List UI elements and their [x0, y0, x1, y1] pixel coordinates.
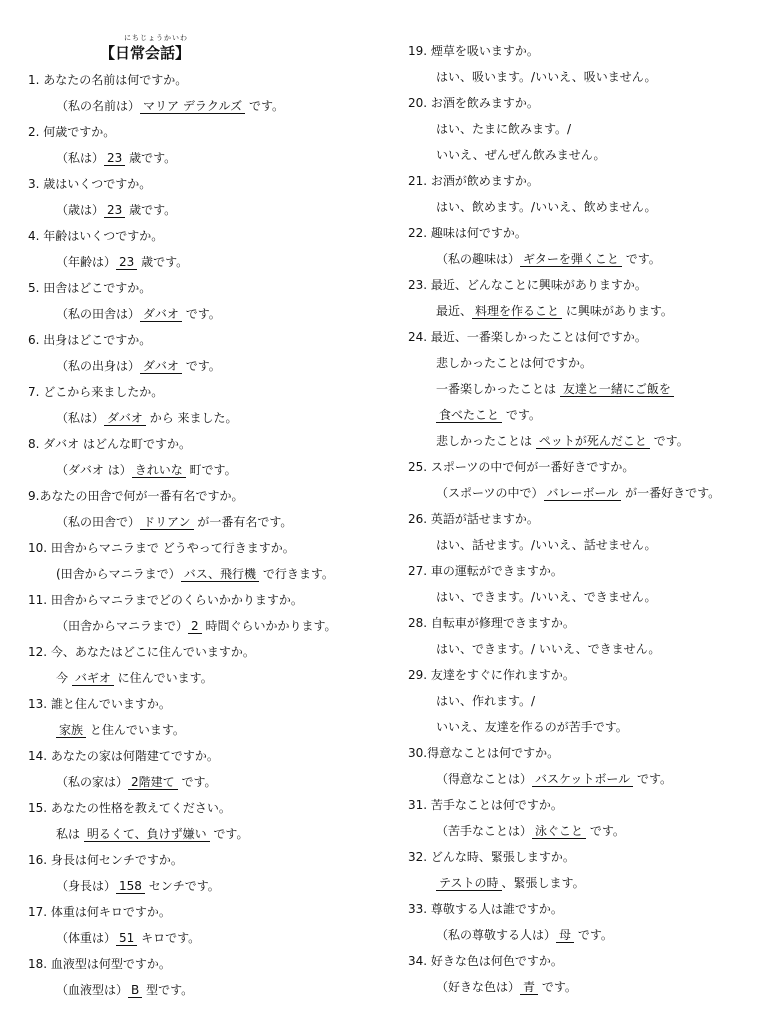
- answer-prefix: いいえ、友達を作るのが苦手です。: [436, 720, 628, 734]
- answer-line: [28, 672, 388, 685]
- answer-prefix: 最近、: [436, 304, 473, 318]
- answer-line: [28, 152, 388, 165]
- answer-suffix: に興味があります。: [562, 304, 673, 318]
- answer-line: [28, 100, 388, 113]
- underlined-answer: マリア デラクルズ: [140, 99, 245, 114]
- answer-suffix: 時間ぐらいかかります。: [201, 619, 337, 633]
- underlined-answer: ダバオ: [104, 411, 146, 426]
- underlined-answer: ダバオ: [140, 359, 182, 374]
- answer-line: [408, 357, 768, 370]
- underlined-answer: 青: [520, 980, 538, 995]
- question-line: 5. 田舎はどこですか。: [28, 281, 152, 295]
- underlined-answer: 23: [116, 255, 137, 270]
- answer-line: [28, 984, 388, 997]
- answer-prefix: （身長は）: [56, 879, 117, 893]
- answer-line: [28, 256, 388, 269]
- question-line: 17. 体重は何キロですか。: [28, 905, 171, 919]
- answer-line: [408, 383, 768, 396]
- answer-prefix: 悲しかったことは何ですか。: [436, 356, 593, 370]
- answer-prefix: 今: [56, 671, 72, 685]
- right-column: [408, 45, 768, 994]
- underlined-answer: 23: [104, 203, 125, 218]
- answer-line: [408, 305, 768, 318]
- underlined-answer: 158: [116, 879, 145, 894]
- underlined-answer: 料理を作ること: [472, 304, 562, 319]
- answer-prefix: はい、飲めます。/いいえ、飲めません。: [436, 200, 657, 214]
- answer-line: [408, 201, 768, 214]
- question-line: 10. 田舎からマニラまで どうやって行きますか。: [28, 541, 295, 555]
- answer-suffix: です。: [538, 980, 577, 994]
- question-line: 9.あなたの田舎で何が一番有名ですか。: [28, 489, 244, 503]
- answer-suffix: に住んでいます。: [113, 671, 213, 685]
- answer-prefix: はい、たまに飲みます。/: [436, 122, 572, 136]
- answer-prefix: （私の趣味は）: [436, 252, 521, 266]
- answer-line: [408, 409, 768, 422]
- question-line: 15. あなたの性格を教えてください。: [28, 801, 231, 815]
- underlined-answer: バレーボール: [544, 486, 622, 501]
- answer-suffix: から 来ました。: [145, 411, 238, 425]
- underlined-answer: ドリアン: [140, 515, 194, 530]
- question-line: 21. お酒が飲めますか。: [408, 174, 539, 188]
- question-line: 33. 尊敬する人は誰ですか。: [408, 902, 563, 916]
- answer-prefix: （私の名前は）: [56, 99, 141, 113]
- answer-line: [408, 71, 768, 84]
- question-line: 18. 血液型は何型ですか。: [28, 957, 171, 971]
- answer-prefix: はい、できます。/ いいえ、できません。: [436, 642, 661, 656]
- answer-suffix: 、緊張します。: [501, 876, 585, 890]
- answer-prefix: （好きな色は）: [436, 980, 521, 994]
- answer-suffix: です。: [586, 824, 625, 838]
- underlined-answer: 家族: [56, 723, 86, 738]
- question-line: 31. 苦手なことは何ですか。: [408, 798, 563, 812]
- answer-line: [28, 360, 388, 373]
- answer-prefix: （私の家は）: [56, 775, 129, 789]
- underlined-answer: 2階建て: [128, 775, 178, 790]
- question-line: 13. 誰と住んでいますか。: [28, 697, 171, 711]
- question-line: 23. 最近、どんなことに興味がありますか。: [408, 278, 647, 292]
- answer-prefix: （体重は）: [56, 931, 117, 945]
- answer-line: [28, 412, 388, 425]
- answer-suffix: です。: [181, 307, 221, 321]
- answer-suffix: です。: [633, 772, 673, 786]
- answer-line: [408, 253, 768, 266]
- left-column: [28, 74, 388, 997]
- answer-line: [28, 932, 388, 945]
- underlined-answer: ダバオ: [140, 307, 182, 322]
- answer-line: [408, 721, 768, 734]
- answer-suffix: と住んでいます。: [86, 723, 185, 737]
- answer-line: [408, 695, 768, 708]
- answer-suffix: です。: [181, 359, 221, 373]
- answer-suffix: です。: [621, 252, 661, 266]
- question-line: 28. 自転車が修理できますか。: [408, 616, 575, 630]
- answer-line: [408, 149, 768, 162]
- answer-line: [408, 981, 768, 994]
- answer-prefix: （スポーツの中で）: [436, 486, 544, 500]
- underlined-answer: バス、飛行機: [181, 567, 259, 582]
- question-line: 7. どこから来ましたか。: [28, 385, 164, 399]
- question-line: 1. あなたの名前は何ですか。: [28, 73, 188, 87]
- question-line: 26. 英語が話せますか。: [408, 512, 539, 526]
- question-line: 8. ダバオ はどんな町ですか。: [28, 437, 191, 451]
- answer-prefix: はい、吸います。/いいえ、吸いません。: [436, 70, 657, 84]
- underlined-answer: 泳ぐこと: [532, 824, 586, 839]
- question-line: 16. 身長は何センチですか。: [28, 853, 183, 867]
- underlined-answer: バギオ: [72, 671, 114, 686]
- answer-prefix: (田舎からマニラまで）: [56, 567, 181, 581]
- answer-line: [408, 773, 768, 786]
- question-line: 12. 今、あなたはどこに住んでいますか。: [28, 645, 255, 659]
- question-line: 25. スポーツの中で何が一番好きですか。: [408, 460, 635, 474]
- underlined-answer: きれいな: [132, 463, 186, 478]
- answer-line: [28, 568, 388, 581]
- answer-suffix: 歳です。: [137, 255, 189, 269]
- page-title: 【日常会話】: [100, 44, 191, 62]
- question-line: 30.得意なことは何ですか。: [408, 746, 560, 760]
- underlined-answer: 母: [556, 928, 574, 943]
- underlined-answer: テストの時: [436, 876, 502, 891]
- question-line: 19. 煙草を吸いますか。: [408, 44, 539, 58]
- underlined-answer: 明るくて、負けず嫌い: [84, 827, 210, 842]
- answer-prefix: （私は）: [56, 411, 105, 425]
- answer-suffix: です。: [502, 408, 541, 422]
- answer-line: [408, 591, 768, 604]
- answer-suffix: です。: [209, 827, 249, 841]
- answer-line: [408, 539, 768, 552]
- answer-line: [28, 516, 388, 529]
- answer-prefix: 悲しかったことは: [436, 434, 536, 448]
- question-line: 22. 趣味は何ですか。: [408, 226, 527, 240]
- question-line: 27. 車の運転ができますか。: [408, 564, 563, 578]
- answer-suffix: が一番有名です。: [193, 515, 293, 529]
- underlined-answer: B: [128, 983, 142, 998]
- underlined-answer: 2: [188, 619, 202, 634]
- answer-line: [408, 929, 768, 942]
- answer-prefix: （歳は）: [56, 203, 105, 217]
- answer-prefix: （私の田舎は）: [56, 307, 141, 321]
- answer-line: [408, 643, 768, 656]
- answer-prefix: （得意なことは）: [436, 772, 533, 786]
- answer-prefix: 私は: [56, 827, 84, 841]
- question-line: 4. 年齢はいくつですか。: [28, 229, 164, 243]
- answer-prefix: いいえ、ぜんぜん飲みません。: [436, 148, 606, 162]
- question-line: 20. お酒を飲みますか。: [408, 96, 539, 110]
- answer-prefix: はい、話せます。/いいえ、話せません。: [436, 538, 657, 552]
- question-line: 3. 歳はいくつですか。: [28, 177, 152, 191]
- question-line: 24. 最近、一番楽しかったことは何ですか。: [408, 330, 647, 344]
- answer-prefix: （田舎からマニラまで）: [56, 619, 189, 633]
- answer-line: [28, 776, 388, 789]
- answer-prefix: （年齢は）: [56, 255, 117, 269]
- question-line: 34. 好きな色は何色ですか。: [408, 954, 563, 968]
- answer-line: [408, 487, 768, 500]
- answer-line: [28, 464, 388, 477]
- answer-suffix: です。: [574, 928, 613, 942]
- underlined-answer: 食べたこと: [436, 408, 502, 423]
- answer-line: [408, 123, 768, 136]
- answer-line: [28, 828, 388, 841]
- answer-prefix: （私は）: [56, 151, 105, 165]
- underlined-answer: 友達と一緒にご飯を: [560, 382, 674, 397]
- underlined-answer: ギターを弾くこと: [520, 252, 622, 267]
- question-line: 29. 友達をすぐに作れますか。: [408, 668, 575, 682]
- answer-prefix: （血液型は）: [56, 983, 129, 997]
- answer-prefix: （苦手なことは）: [436, 824, 533, 838]
- answer-line: [408, 435, 768, 448]
- question-line: 14. あなたの家は何階建てですか。: [28, 749, 219, 763]
- answer-suffix: 町です。: [185, 463, 237, 477]
- answer-suffix: です。: [245, 99, 284, 113]
- answer-suffix: センチです。: [144, 879, 220, 893]
- answer-line: [28, 620, 388, 633]
- answer-prefix: 一番楽しかったことは: [436, 382, 560, 396]
- answer-line: [28, 880, 388, 893]
- underlined-answer: 23: [104, 151, 125, 166]
- answer-line: [28, 308, 388, 321]
- question-line: 6. 出身はどこですか。: [28, 333, 152, 347]
- question-line: 11. 田舎からマニラまでどのくらいかかりますか。: [28, 593, 303, 607]
- answer-prefix: （私の出身は）: [56, 359, 141, 373]
- answer-prefix: （私の尊敬する人は）: [436, 928, 557, 942]
- underlined-answer: 51: [116, 931, 137, 946]
- title-ruby: にちじょうかいわ: [124, 34, 188, 42]
- answer-suffix: 歳です。: [125, 151, 177, 165]
- answer-suffix: 歳です。: [125, 203, 177, 217]
- answer-line: [408, 825, 768, 838]
- answer-suffix: が一番好きです。: [621, 486, 721, 500]
- answer-suffix: キロです。: [137, 931, 201, 945]
- answer-prefix: （ダバオ は）: [56, 463, 132, 477]
- answer-suffix: です。: [649, 434, 689, 448]
- underlined-answer: バスケットボール: [532, 772, 633, 787]
- underlined-answer: ペットが死んだこと: [536, 434, 650, 449]
- answer-line: [28, 204, 388, 217]
- question-line: 2. 何歳ですか。: [28, 125, 116, 139]
- answer-suffix: 型です。: [142, 983, 194, 997]
- answer-prefix: はい、できます。/いいえ、できません。: [436, 590, 657, 604]
- answer-prefix: （私の田舎で）: [56, 515, 141, 529]
- answer-suffix: です。: [177, 775, 217, 789]
- answer-line: [28, 724, 388, 737]
- question-line: 32. どんな時、緊張しますか。: [408, 850, 575, 864]
- answer-suffix: で行きます。: [259, 567, 334, 581]
- answer-line: [408, 877, 768, 890]
- answer-prefix: はい、作れます。/: [436, 694, 536, 708]
